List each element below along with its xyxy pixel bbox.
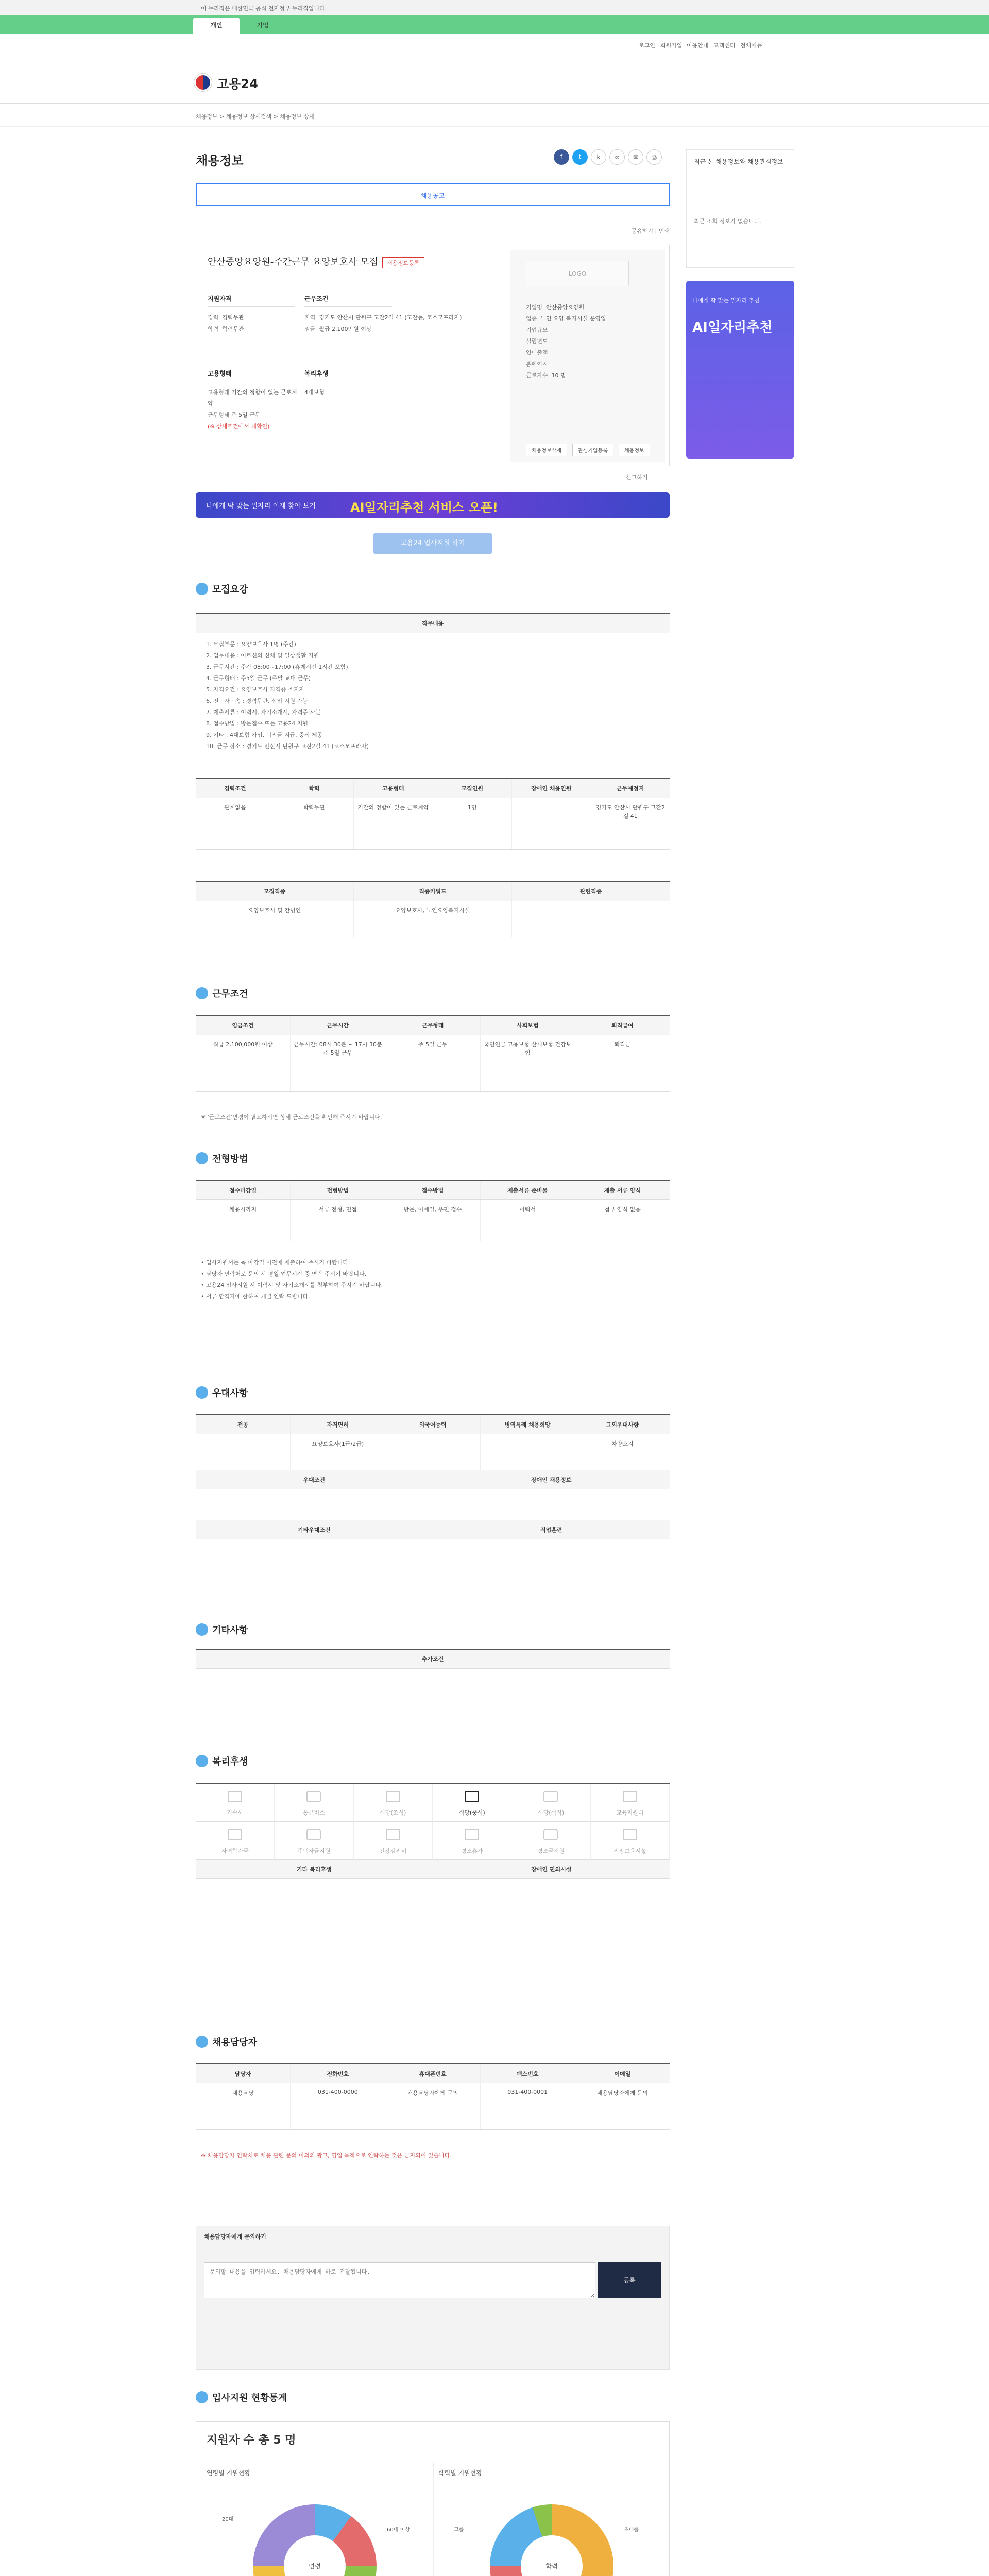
section-icon [196,2036,208,2048]
welfare-label: 기숙사 [227,1809,244,1816]
td: 이력서 [481,1200,575,1241]
job-desc-head: 직무내용 [196,614,670,633]
company-fields [526,302,660,381]
welfare-item [511,1822,590,1860]
th: 임금조건 [196,1016,291,1035]
td [433,1879,670,1920]
homepage-label: 홈페이지 [526,361,548,367]
job-desc-line: 6. 전 · 자 · 속 : 경력무관, 신입 지원 가능 [206,698,308,704]
inquiry-title: 채용담당자에게 문의하기 [204,2233,266,2240]
manager-table [196,2063,670,2130]
welfare-item [275,1822,353,1860]
recheck-note: (※ 상세조건에서 재확인) [208,423,270,430]
recent-jobs-panel [686,149,794,268]
pref-table [196,1414,670,1570]
td: 관계없음 [196,798,275,849]
welfare-item [591,1822,670,1860]
util-guide[interactable]: 이용안내 [687,42,709,49]
page-title: 채용정보 [196,154,244,168]
section-icon [196,1755,208,1767]
emp-heading: 고용형태 [208,369,295,381]
section-icon [196,1386,208,1399]
th: 외국어능력 [385,1415,480,1434]
leave-icon [465,1829,479,1840]
region-label: 지역 [304,314,316,321]
welfare-item [433,1822,511,1860]
th: 근무형태 [385,1016,480,1035]
section-icon [196,987,208,999]
work-note: ※ '근로조건'변경이 필요하시면 상세 근로조건을 확인해 주시기 바랍니다. [201,1114,382,1121]
inquiry-box [196,2226,670,2370]
th: 전형방법 [291,1181,385,1199]
industry-value: 노인 요양 복지시설 운영업 [540,315,606,322]
td: 채용시까지 [196,1200,291,1241]
welfare-item [354,1822,433,1860]
fav-company-button[interactable]: 관심기업등록 [572,444,613,456]
td [433,1489,670,1520]
salary-value: 월급 2,100만원 이상 [319,326,372,332]
td: 국민연금 고용보험 산재보험 건강보험 [481,1035,575,1091]
welfare-grid [196,1783,670,1920]
tab-job-posting[interactable]: 채용공고 [420,192,445,199]
employees-label: 근로자수 [526,372,548,379]
section-stats [196,2391,287,2404]
emp-label: 고용형태 [208,389,230,396]
td: 퇴직금 [614,1041,631,1048]
welfare-label: 식당(석식) [537,1809,565,1816]
section-icon [196,583,208,595]
legend-edu-1: 초대졸 [624,2527,639,2533]
th: 근무시간 [291,1016,385,1035]
gov-banner-text: 이 누리집은 대한민국 공식 전자정부 누리집입니다. [201,5,327,12]
edu-donut-chart [490,2504,613,2576]
th: 근무예정지 [591,779,670,798]
meal-icon [386,1791,400,1802]
welfare-heading: 복리후생 [304,369,392,381]
td: 서류 전형, 면접 [291,1200,385,1241]
td [385,1434,480,1470]
age-donut-chart [253,2504,377,2576]
dinner-icon [543,1791,558,1802]
welfare-item [196,1822,275,1860]
report-link[interactable]: 신고하기 [626,474,648,481]
delete-button[interactable]: 채용정보삭제 [526,444,567,456]
util-login[interactable]: 로그인 [639,42,655,49]
welfare-label: 건강검진비 [379,1848,407,1854]
sel-note: • 입사지원서는 꼭 마감일 이전에 제출하여 주시기 바랍니다. [201,1259,350,1266]
etc-table [196,1649,670,1725]
company-size-label: 기업규모 [526,327,548,333]
employees-value: 10 명 [551,372,566,379]
salary-label: 임금 [304,326,316,332]
job-desc-body [206,639,369,752]
education-icon [623,1791,637,1802]
td [481,1434,575,1470]
job-desc-line: 3. 근무시간 : 주간 08:00~17:00 (휴게시간 1시간 포함) [206,664,348,670]
section-title: 복리후생 [212,1756,248,1767]
job-desc-line: 8. 접수방법 : 방문접수 또는 고용24 지원 [206,720,308,727]
td: 채용담당자에게 문의 [596,2090,648,2096]
user-type-tabs [193,18,286,34]
section-title: 전형방법 [212,1154,248,1164]
th: 관련직종 [512,882,670,901]
td [196,1879,433,1920]
th: 모집직종 [196,882,354,901]
job-desc-line: 4. 근무형태 : 주5일 근무 (주말 교대 근무) [206,675,311,682]
welfare-item [591,1784,670,1822]
meta-text: 공유하기 | 인쇄 [631,228,670,234]
td: 첨부 양식 없음 [604,1206,641,1213]
apply-button[interactable]: 고용24 입사지원 하기 [373,533,492,554]
section-manager [196,2035,257,2048]
health-icon [386,1829,400,1840]
stats-box [196,2421,670,2576]
td [196,1669,670,1725]
th: 제출 서류 양식 [575,1181,670,1199]
th: 기타우대조건 [196,1520,433,1539]
section-selection [196,1151,248,1165]
link-icon[interactable]: ∞ [609,149,625,165]
header-divider [0,103,989,104]
th: 팩스번호 [481,2064,575,2083]
th: 사회보험 [481,1016,575,1035]
td: 031-400-0001 [481,2083,575,2129]
th: 장애인 채용인원 [512,779,591,798]
applicant-count: 지원자 수 총 5 명 [207,2434,296,2447]
recruit-table-2 [196,881,670,937]
td: 주 5일 근무 [385,1035,480,1091]
welfare-item [511,1784,590,1822]
welfare-item [275,1784,353,1822]
th: 그외우대사항 [575,1415,670,1434]
td: 경기도 안산시 단원구 고잔2길 41 [595,804,665,819]
th: 접수방법 [385,1181,480,1199]
edu-value: 학력무관 [222,326,244,332]
top-color-bar [0,15,989,34]
breadcrumb: 채용정보 > 채용정보 상세검색 > 채용정보 상세 [196,113,315,120]
td: 차량소지 [611,1440,634,1447]
th: 제출서류 준비물 [481,1181,575,1199]
status-badge: 채용정보등록 [382,257,424,268]
section-icon [196,2391,208,2403]
welfare-label: 주택자금지원 [297,1848,331,1854]
recent-title: 최근 본 채용정보와 채용관심정보 [694,158,783,165]
industry-label: 업종 [526,315,537,322]
welfare-label: 직장보육시설 [613,1848,646,1854]
td [512,798,591,849]
cond-field [304,312,500,335]
th: 고용형태 [354,779,433,798]
donut-center-label: 학력 [521,2535,583,2576]
ins-value: 4대보험 [304,389,325,396]
kakao-icon[interactable]: k [591,149,606,165]
emp-field [208,387,300,432]
edu-chart-title: 학력별 지원현황 [438,2469,482,2477]
legend-age-4: 60대 이상 [387,2527,410,2533]
welfare-item [196,1784,275,1822]
job-title [208,255,424,268]
section-title: 우대사항 [212,1388,248,1399]
td [196,1539,433,1570]
taegeuk-icon [194,74,212,91]
sel-note: • 서류 합격자에 한하여 개별 연락 드립니다. [201,1293,310,1300]
th: 모집인원 [433,779,513,798]
td: 학력무관 [275,798,354,849]
th: 담당자 [196,2064,291,2083]
td: 채용담당자에게 문의 [385,2083,480,2129]
section-title: 근무조건 [212,989,248,999]
site-logo[interactable] [194,72,258,93]
house-icon [306,1829,321,1840]
side-ad-sub: 나에게 딱 맞는 일자리 추천 [692,297,760,304]
company-info-panel [510,250,665,462]
twitter-icon[interactable]: t [572,149,588,165]
work-table [196,1015,670,1092]
edu-label: 학력 [208,326,219,332]
childcare-icon [623,1829,637,1840]
td: 기간의 정함이 있는 근로계약 [354,798,433,849]
job-desc-table [196,613,670,633]
exp-value: 경력무관 [222,314,244,321]
td: 월급 2,100,000원 이상 [196,1035,291,1091]
side-ad-title: AI일자리추천 [692,320,773,335]
section-icon [196,1152,208,1164]
th: 전공 [196,1415,291,1434]
util-help[interactable]: 고객센터 [713,42,736,49]
welfare-label: 경조휴가 [461,1848,483,1854]
breadcrumb-divider [0,126,989,127]
print-icon[interactable]: ⎙ [646,149,662,165]
sel-note: • 담당자 연락처로 문의 시 평일 업무시간 중 연락 주시기 바랍니다. [201,1270,367,1277]
work-value: 주 5일 근무 [231,412,261,418]
th: 추가조건 [196,1650,670,1668]
exp-label: 경력 [208,314,219,321]
th: 접수마감일 [196,1181,291,1199]
gov-banner [0,0,989,15]
emp-value: 기간의 정함이 없는 근로계약 [208,389,297,407]
inquiry-input[interactable] [204,2262,595,2298]
section-preference [196,1386,248,1399]
th: 휴대폰번호 [385,2064,480,2083]
th: 학력 [275,779,354,798]
th: 장애인 편의시설 [433,1860,670,1878]
td: 근무시간: 08시 30분 ~ 17시 30분 주 5일 근무 [291,1035,385,1091]
logo-text: 고용24 [217,76,258,91]
welfare-label: 경조금지원 [537,1848,565,1854]
welfare-label: 식당(조식) [380,1809,406,1816]
th: 경력조건 [196,779,275,798]
th: 장애인 채용정보 [433,1470,670,1489]
td [512,901,670,937]
th: 병역특례 채용희망 [481,1415,575,1434]
ai-banner[interactable] [196,492,670,518]
job-info-button[interactable]: 채용정보 [619,444,650,456]
bus-icon [306,1791,321,1802]
company-name-label: 기업명 [526,304,542,311]
cond-heading: 근무조건 [304,294,392,307]
th: 자격면허 [291,1415,385,1434]
section-recruit [196,582,248,596]
section-work [196,987,248,1000]
job-desc-line: 2. 업무내용 : 어르신의 신체 및 일상생활 지원 [206,652,319,659]
welfare-label: 교육지원비 [616,1809,644,1816]
th: 기타 복리후생 [196,1860,433,1878]
legend-age-0: 20대 [222,2517,234,2522]
job-summary-box [196,245,670,466]
age-chart-title: 연령별 지원현황 [207,2469,250,2477]
lunch-icon [465,1791,479,1802]
qual-heading: 지원자격 [208,294,295,307]
region-value: 경기도 안산시 단원구 고잔2길 41 (고잔동, 코스모프라자) [319,314,462,321]
company-logo-placeholder: LOGO [526,261,629,286]
td: 요양보호사(1급/2급) [291,1434,385,1470]
section-title: 모집요강 [212,584,248,595]
section-title: 기타사항 [212,1625,248,1636]
mail-icon[interactable]: ✉ [628,149,643,165]
th: 전화번호 [291,2064,385,2083]
th: 우대조건 [196,1470,433,1489]
revenue-label: 연매출액 [526,349,548,356]
exp-field [208,312,244,335]
section-etc [196,1623,248,1636]
welfare-label: 통근버스 [303,1809,325,1816]
job-desc-line: 7. 제출서류 : 이력서, 자기소개서, 자격증 사본 [206,709,321,716]
th: 퇴직급여 [575,1016,670,1035]
th: 이메일 [575,2064,670,2083]
share-icons [554,149,662,165]
manager-note: ※ 채용담당자 연락처로 채용 관련 문의 이외의 광고, 영업 목적으로 연락하는 것은 금지되어 있습니다. [201,2152,452,2159]
dormitory-icon [228,1791,242,1802]
td [196,1434,291,1470]
job-desc-line: 1. 모집부문 : 요양보호사 1명 (주간) [206,641,296,648]
section-welfare [196,1754,248,1768]
job-desc-line: 5. 자격요건 : 요양보호사 자격증 소지자 [206,686,305,693]
selection-notes [201,1257,383,1302]
welfare-item [354,1784,433,1822]
banner-title: AI일자리추천 서비스 오픈! [350,500,498,515]
td: 요양보호사 및 간병인 [196,901,354,937]
welfare-item [433,1784,511,1822]
th: 직종키워드 [354,882,512,901]
founded-label: 설립년도 [526,338,548,345]
td: 채용담당 [196,2083,291,2129]
company-name-value: 안산중앙요양원 [545,304,585,311]
recruit-table [196,778,670,850]
side-ai-ad[interactable] [686,281,794,459]
sel-note: • 고용24 입사지원 시 이력서 및 자기소개서를 첨부하여 주시기 바랍니다. [201,1282,383,1289]
gift-icon [543,1829,558,1840]
tab-company[interactable]: 기업 [257,22,269,29]
tuition-icon [228,1829,242,1840]
td: 1명 [433,798,513,849]
chart-divider [433,2463,434,2576]
td: 요양보호사, 노인요양복지시설 [354,901,512,937]
section-title: 채용담당자 [212,2037,257,2048]
section-icon [196,1623,208,1636]
donut-center-label: 연령 [284,2535,346,2576]
job-title-text: 안산중앙요양원-주간근무 요양보호사 모집 [208,257,378,267]
util-allmenu[interactable]: 전체메뉴 [740,42,762,49]
work-label: 근무형태 [208,412,230,418]
td [196,1489,433,1520]
banner-sub: 나에게 딱 맞는 일자리 이제 찾아 보기 [206,502,316,510]
inquiry-submit-button[interactable]: 등록 [598,2262,661,2298]
td: 031-400-0000 [291,2083,385,2129]
job-desc-line: 10. 근무 장소 : 경기도 안산시 단원구 고잔2길 41 (코스모프라자) [206,743,369,750]
facebook-icon[interactable]: f [554,149,569,165]
welfare-label: 식당(중식) [458,1809,485,1816]
td [433,1539,670,1570]
job-desc-line: 9. 기타 : 4대보험 가입, 퇴직금 지급, 중식 제공 [206,732,323,738]
section-title: 입사지원 현황통계 [212,2393,287,2403]
selection-table [196,1180,670,1241]
legend-edu-0: 고졸 [454,2527,464,2533]
th: 직업훈련 [433,1520,670,1539]
recent-empty: 최근 조회 정보가 없습니다. [694,218,761,225]
util-join[interactable]: 회원가입 [660,42,683,49]
td: 방문, 이메일, 우편 접수 [385,1200,480,1241]
welfare-label: 자녀학자금 [221,1848,249,1854]
job-tab-bar [196,183,670,206]
tab-individual[interactable]: 개인 [193,18,240,34]
